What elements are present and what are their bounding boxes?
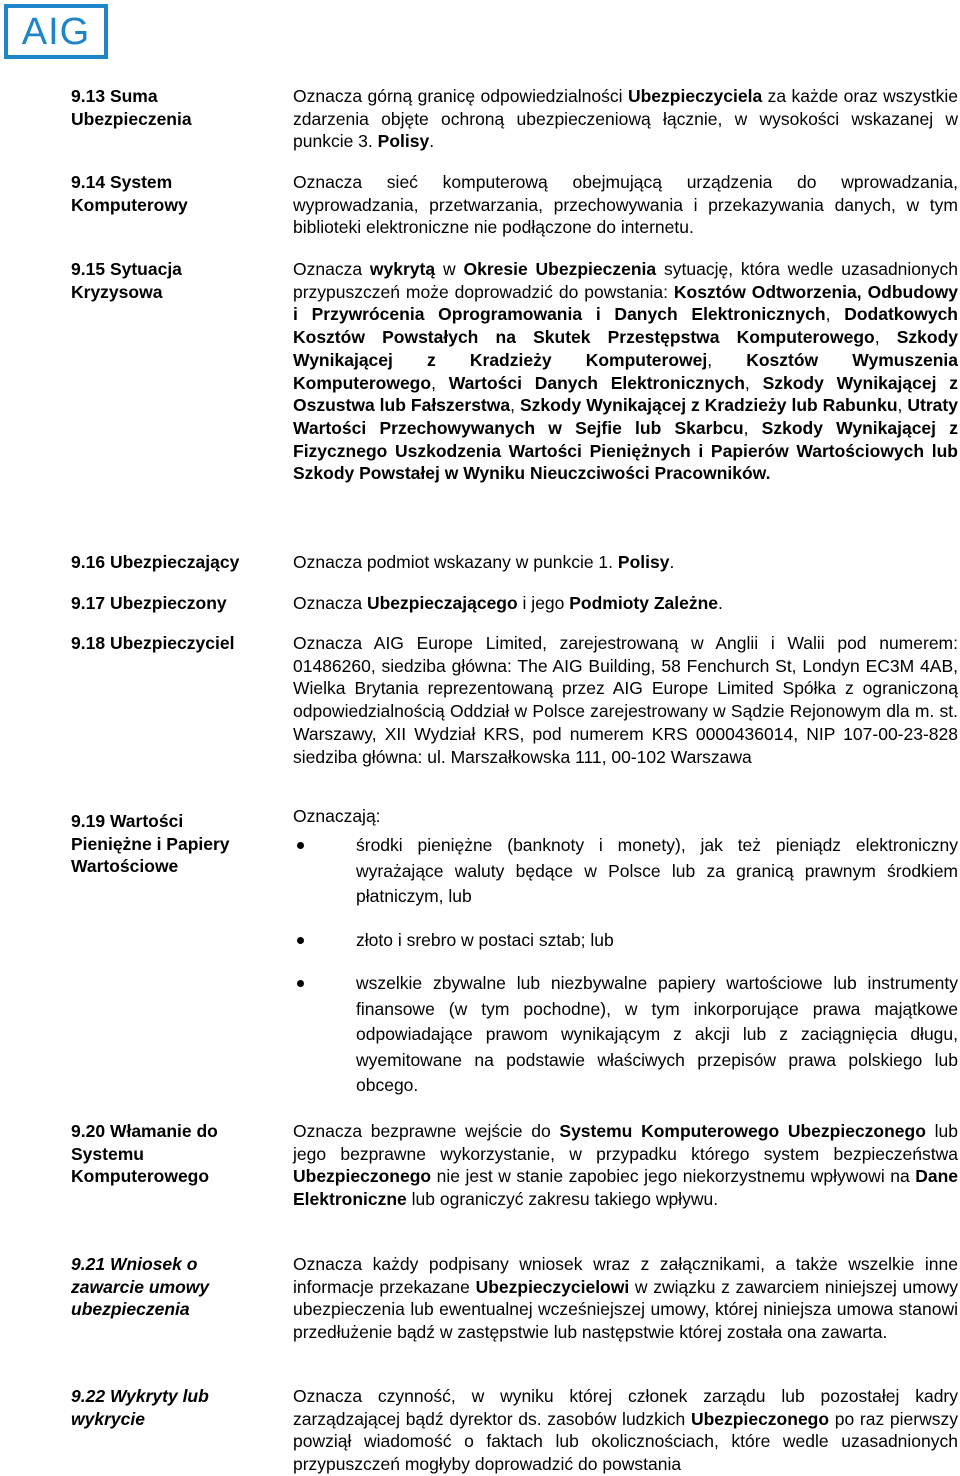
list-item: [293, 928, 958, 954]
term-9-13: [71, 85, 276, 130]
term-9-19: [71, 810, 261, 878]
list-item-text: wszelkie zbywalne lub niezbywalne papiery wartościowe lub instrumenty finansowe (w tym pochodne), w tym inkorporujące prawa majątkowe odpowiadające prawom wynikającym z akcji lub z zaciągnięcia długu, wyemitowane na podstawie właściwych przepisów prawa polskiego lub obcego.: [356, 973, 958, 1095]
bullet-icon: [297, 937, 304, 944]
term-9-20: [71, 1120, 251, 1188]
term-name: Ubezpieczyciel: [109, 633, 235, 653]
term-name: Wniosek o zawarcie umowy ubezpieczenia: [71, 1254, 210, 1320]
term-number: 9.13: [71, 86, 106, 106]
term-9-22: [71, 1385, 251, 1430]
definition-text-9-15: Oznacza wykrytą w Okresie Ubezpieczenia sytuację, która wedle uzasadnionych przypuszczeń może doprowadzić do powstania: Kosztów Odtworzenia, Odbudowy i Przywrócenia Oprogramowania i Danych Elektronicznych, Dodatkowych Kosztów Powstałych na Skutek Przestępstwa Komputerowego, Szkody Wynikającej z Kradzieży Komputerowej, Kosztów Wymuszenia Komputerowego, Wartości Danych Elektronicznych, Szkody Wynikającej z Oszustwa lub Fałszerstwa, Szkody Wynikającej z Kradzieży lub Rabunku, Utraty Wartości Przechowywanych w Sejfie lub Skarbcu, Szkody Wynikającej z Fizycznego Uszkodzenia Wartości Pieniężnych i Papierów Wartościowych lub Szkody Powstałej w Wyniku Nieuczciwości Pracowników.: [293, 259, 959, 484]
term-name: Suma Ubezpieczenia: [71, 86, 192, 129]
bullet-icon: [297, 842, 304, 849]
term-name: Włamanie do Systemu Komputerowego: [71, 1121, 218, 1187]
logo-text: AIG: [21, 10, 91, 53]
term-9-16: [71, 551, 286, 574]
definition-text-9-21: Oznacza każdy podpisany wniosek wraz z załącznikami, a także wszelkie inne informacje przekazane Ubezpieczycielowi w związku z zawarciem niniejszej umowy ubezpieczenia lub ewentualnej wcześniejszej umowy, której niniejsza umowa stanowi przedłużenie bądź w zastępstwie lub następstwie której została ona zawarta.: [293, 1254, 958, 1343]
term-name: Wartości Pieniężne i Papiery Wartościowe: [71, 811, 230, 877]
term-number: 9.16: [71, 552, 106, 572]
term-number: 9.14: [71, 172, 106, 192]
definition-text-9-18: Oznacza AIG Europe Limited, zarejestrowaną w Anglii i Walii pod numerem: 01486260, siedziba główna: The AIG Building, 58 Fenchurch St, Londyn EC3M 4AB, Wielka Brytania reprezentowaną przez AIG Europe Limited Spółka z ograniczoną odpowiedzialnością Oddział w Polsce zarejestrowany w Sądzie Rejonowym dla m. st. Warszawy, XII Wydział KRS, pod numerem KRS 0000436014, NIP 107-00-23-828 siedziba główna: ul. Marszałkowska 111, 00-102 Warszawa: [293, 633, 958, 767]
term-number: 9.19: [71, 811, 106, 831]
definition-text-9-13: Oznacza górną granicę odpowiedzialności Ubezpieczyciela za każde oraz wszystkie zdarzenia objęte ochroną ubezpieczeniową łącznie, w wysokości wskazanej w punkcie 3. Polisy.: [293, 86, 959, 152]
definition-text-9-19: Oznaczają:: [293, 806, 381, 826]
term-name: System Komputerowy: [71, 172, 188, 215]
term-9-14: [71, 171, 276, 216]
term-9-18: [71, 632, 286, 655]
bullet-list: [293, 833, 958, 1117]
term-number: 9.15: [71, 259, 106, 279]
definition-text-9-22: Oznacza czynność, w wyniku której członek zarządu lub pozostałej kadry zarządzającej bądź dyrektor ds. zasobów ludzkich Ubezpieczonego po raz pierwszy powziął wiadomość o faktach lub okolicznościach, które wedle uzasadnionych przypuszczeń mogłyby doprowadzić do powstania: [293, 1386, 958, 1475]
definition-text-9-16: Oznacza podmiot wskazany w punkcie 1. Polisy.: [293, 552, 675, 572]
list-item-text: złoto i srebro w postaci sztab; lub: [356, 929, 614, 950]
definition-text-9-20: Oznacza bezprawne wejście do Systemu Komputerowego Ubezpieczonego lub jego bezprawne wykorzystanie, w przypadku którego system bezpieczeństwa Ubezpieczonego nie jest w stanie zapobiec jego niekorzystnemu wpływowi na Dane Elektroniczne lub ograniczyć zakresu takiego wpływu.: [293, 1121, 958, 1210]
definition-text-9-17: Oznacza Ubezpieczającego i jego Podmioty Zależne.: [293, 593, 723, 613]
list-item: [293, 971, 958, 1099]
term-number: 9.22: [71, 1386, 106, 1406]
list-item-text: środki pieniężne (banknoty i monety), jak też pieniądz elektroniczny wyrażające waluty będące w Polsce lub za granicą prawnym środkiem płatniczym, lub: [356, 835, 958, 906]
bullet-icon: [297, 980, 304, 987]
list-item: [293, 833, 958, 910]
term-number: 9.21: [71, 1254, 106, 1274]
definition-text-9-14: Oznacza sieć komputerową obejmującą urządzenia do wprowadzania, wyprowadzania, przetwarzania, przechowywania i przekazywania danych, w tym biblioteki elektroniczne nie podłączone do internetu.: [293, 172, 958, 238]
term-9-17: [71, 592, 286, 615]
term-name: Wykryty lub wykrycie: [71, 1386, 209, 1429]
term-number: 9.17: [71, 593, 106, 613]
term-9-21: [71, 1253, 251, 1321]
term-number: 9.18: [71, 633, 106, 653]
term-9-15: [71, 258, 276, 303]
aig-logo: [4, 4, 108, 59]
term-number: 9.20: [71, 1121, 106, 1141]
term-name: Ubezpieczający: [109, 552, 240, 572]
term-name: Sytuacja Kryzysowa: [71, 259, 182, 302]
term-name: Ubezpieczony: [109, 593, 227, 613]
